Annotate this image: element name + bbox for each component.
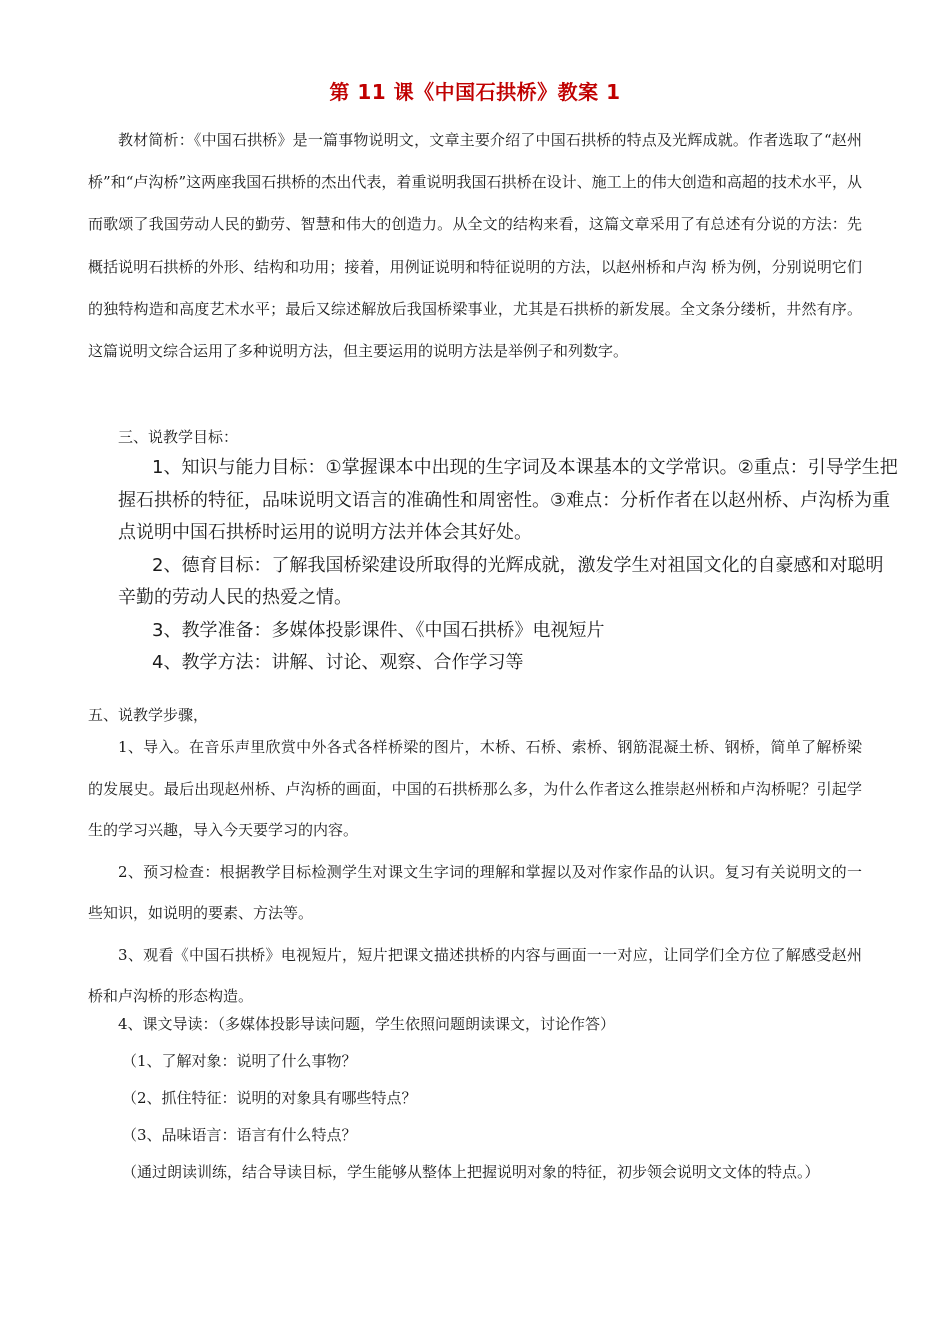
page-title: 第 11 课《中国石拱桥》教案 1 [329, 80, 621, 104]
intro-paragraph: 教材简析：《中国石拱桥》是一篇事物说明文，文章主要介绍了中国石拱桥的特点及光辉成就。作者选取了“赵州桥”和“卢沟桥”这两座我国石拱桥的杰出代表，着重说明我国石拱桥在设计、施工上的伟大创造和高超的技术水平，从而歌颂了我国劳动人民的勤劳、智慧和伟大的创造力。从全文的结构来看，这篇文章采用了有总述有分说的方法：先概括说明石拱桥的外形、结构和功用；接着，用例证说明和特征说明的方法，以赵州桥和卢沟 桥为例，分别说明它们的独特构造和高度艺术水平；最后又综述解放后我国桥梁事业，尤其是石拱桥的新发展。全文条分缕析，井然有序。这篇说明文综合运用了多种说明方法，但主要运用的说明方法是举例子和列数字。 [88, 131, 862, 361]
guide-note: （通过朗读训练，结合导读目标，学生能够从整体上把握说明对象的特征，初步领会说明文文体的特点。） [122, 1163, 820, 1181]
section3-heading: 三、说教学目标： [118, 428, 239, 446]
teaching-goals [118, 452, 898, 680]
guide-question: （1、了解对象：说明了什么事物？ [122, 1052, 357, 1070]
goal-item: 4、教学方法：讲解、讨论、观察、合作学习等 [152, 652, 524, 673]
step-item: 2、预习检查：根据教学目标检测学生对课文生字词的理解和掌握以及对作家作品的认识。复习有关说明文的一些知识，如说明的要素、方法等。 [88, 862, 862, 922]
step-item: 3、观看《中国石拱桥》电视短片，短片把课文描述拱桥的内容与画面一一对应，让同学们全方位了解感受赵州桥和卢沟桥的形态构造。 [88, 945, 862, 1005]
goal-item: 3、教学准备：多媒体投影课件、《中国石拱桥》电视短片 [152, 619, 605, 641]
teaching-steps [88, 727, 862, 1018]
step-item: 4、课文导读：（多媒体投影导读问题，学生依照问题朗读课文，讨论作答） [118, 1015, 616, 1033]
section5-heading: 五、说教学步骤， [88, 706, 209, 724]
guide-question: （2、抓住特征：说明的对象具有哪些特点？ [122, 1089, 417, 1107]
reading-guide [88, 1006, 868, 1191]
guide-question: （3、品味语言：语言有什么特点？ [122, 1126, 357, 1144]
step-item: 1、导入。在音乐声里欣赏中外各式各样桥梁的图片，木桥、石桥、索桥、钢筋混凝土桥、钢桥，简单了解桥梁的发展史。最后出现赵州桥、卢沟桥的画面，中国的石拱桥那么多，为什么作者这么推崇赵州桥和卢沟桥呢？引起学生的学习兴趣，导入今天要学习的内容。 [88, 738, 862, 839]
goal-item: 1、知识与能力目标：①掌握课本中出现的生字词及本课基本的文学常识。②重点：引导学生把握石拱桥的特征，品味说明文语言的准确性和周密性。③难点：分析作者在以赵州桥、卢沟桥为重点说明中国石拱桥时运用的说明方法并体会其好处。 [118, 457, 898, 543]
goal-item: 2、德育目标：了解我国桥梁建设所取得的光辉成就，激发学生对祖国文化的自豪感和对聪明辛勤的劳动人民的热爱之情。 [118, 554, 884, 608]
intro-section [88, 119, 862, 372]
